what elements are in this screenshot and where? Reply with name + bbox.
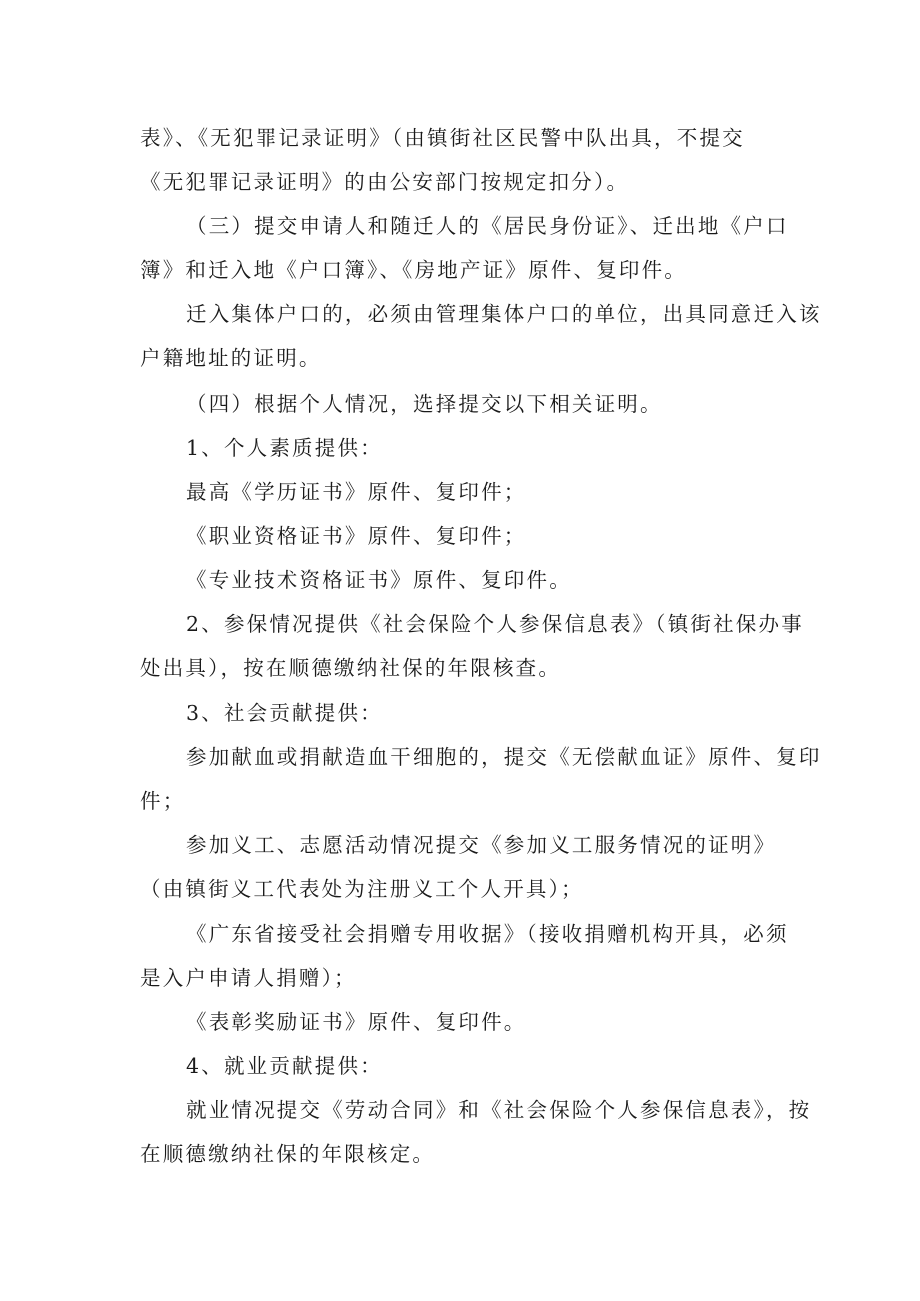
text-line: 参加义工、志愿活动情况提交《参加义工服务情况的证明》 (186, 833, 777, 857)
text-line: 就业情况提交《劳动合同》和《社会保险个人参保信息表》，按 (186, 1098, 812, 1122)
text-line: 是入户申请人捐赠）； (140, 966, 357, 990)
text-line: 处出具），按在顺德缴纳社保的年限核查。 (140, 656, 562, 680)
text-line: 参加献血或捐献造血干细胞的，提交《无偿献血证》原件、复印 (186, 745, 822, 769)
text-line: 最高《学历证书》原件、复印件； (186, 480, 527, 504)
text-line: 4、就业贡献提供： (186, 1054, 383, 1078)
text-line: 迁入集体户口的，必须由管理集体户口的单位，出具同意迁入该 (186, 302, 822, 326)
text-line: 1、个人素质提供： (186, 436, 383, 460)
text-line: 《专业技术资格证书》原件、复印件。 (186, 568, 572, 592)
text-line: 《表彰奖励证书》原件、复印件。 (186, 1010, 527, 1034)
text-line: （由镇街义工代表处为注册义工个人开具）； (140, 877, 584, 901)
text-line: （四）根据个人情况，选择提交以下相关证明。 (186, 392, 663, 416)
text-line: 《无犯罪记录证明》的由公安部门按规定扣分）。 (140, 170, 630, 194)
text-line: 3、社会贡献提供： (186, 701, 383, 725)
text-line: （三）提交申请人和随迁人的《居民身份证》、迁出地《户口 (186, 214, 789, 238)
text-line: 2、参保情况提供《社会保险个人参保信息表》（镇街社保办事 (186, 612, 804, 636)
text-line: 簿》和迁入地《户口簿》、《房地产证》原件、复印件。 (140, 258, 687, 282)
text-line: 《广东省接受社会捐赠专用收据》（接收捐赠机构开具，必须 (186, 922, 789, 946)
text-line: 表》、《无犯罪记录证明》（由镇街社区民警中队出具，不提交 (140, 126, 745, 150)
text-line: 《职业资格证书》原件、复印件； (186, 524, 527, 548)
text-line: 件； (140, 789, 186, 813)
text-line: 在顺德缴纳社保的年限核定。 (140, 1142, 436, 1166)
text-line: 户籍地址的证明。 (140, 346, 322, 370)
